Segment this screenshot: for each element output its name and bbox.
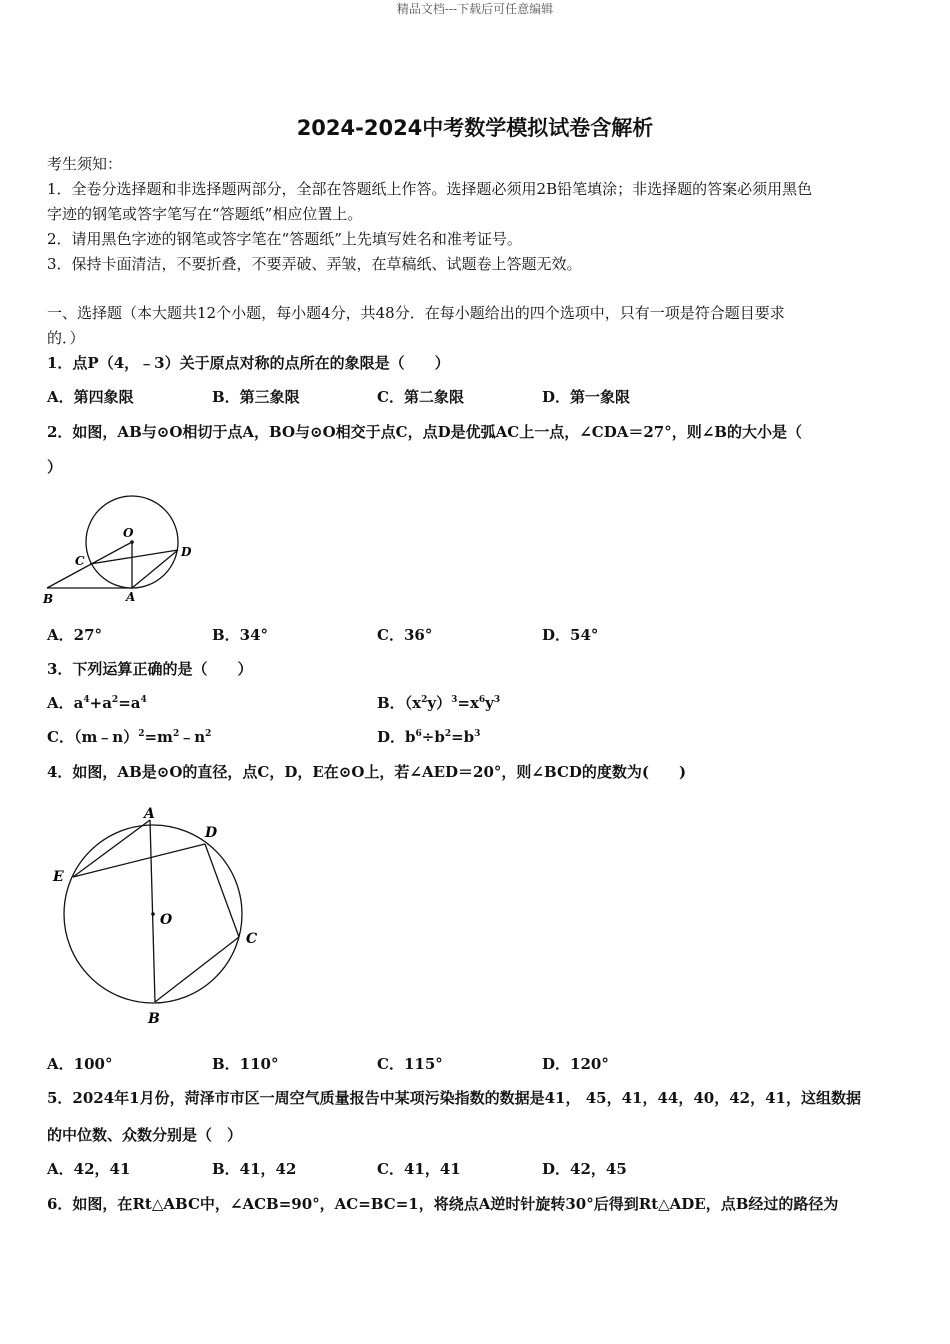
center-dot [130,540,134,544]
label-a: A [144,806,155,822]
label-d: D [205,825,218,841]
notice-item-2: 2．请用黑色字迹的钢笔或答字笔在“答题纸”上先填写姓名和准考证号。 [47,230,522,248]
section-heading-cont: 的．） [47,329,85,347]
question-1-stem: 1．点P（4，﹣3）关于原点对称的点所在的象限是（ ） [47,354,450,372]
page-title: 2024-2024中考数学模拟试卷含解析 [296,116,654,140]
q4-option-b: B．110° [212,1055,279,1073]
q3-option-a: A．$a^4+a^2=a^4$ [47,694,147,712]
q2-option-d: D．54° [542,626,599,644]
center-dot [151,912,155,916]
segment-cb [155,937,239,1002]
page-header: 精品文档---下载后可任意编辑 [396,2,554,16]
q5-option-c: C．41，41 [377,1160,461,1178]
q4-option-c: C．115° [377,1055,443,1073]
question-3-stem: 3．下列运算正确的是（ ） [47,660,253,678]
q5-option-a: A．42，41 [47,1160,131,1178]
label-a: A [126,590,136,604]
q2-figure [40,490,210,610]
segment-bo [47,542,132,588]
segment-ae [73,820,150,877]
notice-item-3: 3．保持卡面清洁，不要折叠，不要弄破、弄皱，在草稿纸、试题卷上答题无效。 [47,255,582,273]
notice-heading: 考生须知： [47,155,123,173]
q4-option-d: D．120° [542,1055,609,1073]
question-5-stem: 5．2024年1月份，菏泽市市区一周空气质量报告中某项污染指数的数据是41， 45，41，44，40，42，41，这组数据 [47,1089,861,1107]
section-heading: 一、选择题（本大题共12个小题，每小题4分，共48分．在每小题给出的四个选项中，只有一项是符合题目要求 [47,304,785,322]
q5-option-d: D．42，45 [542,1160,627,1178]
diameter-ab [150,820,155,1002]
q1-option-d: D．第一象限 [542,388,631,406]
q2-option-b: B．34° [212,626,269,644]
question-4-stem: 4．如图，AB是⊙O的直径，点C，D，E在⊙O上，若∠AED＝20°，则∠BCD的度数为( ) [47,763,687,781]
label-c: C [246,931,258,947]
q2-option-c: C．36° [377,626,433,644]
q1-option-a: A．第四象限 [47,388,134,406]
label-o: O [123,526,134,540]
label-c: C [75,554,85,568]
label-o: O [160,912,173,928]
notice-item-1-cont: 字迹的钢笔或答字笔写在“答题纸”相应位置上。 [47,205,363,223]
label-b: B [43,592,54,606]
question-2-stem-cont: ） [47,458,63,476]
label-b: B [148,1011,160,1027]
q3-option-d: D．$b^6\div b^2=b^3$ [377,728,481,746]
q4-option-a: A．100° [47,1055,113,1073]
question-5-stem-cont: 的中位数、众数分别是（ ） [47,1126,243,1144]
q3-option-b: B．$(x^2y)^3=x^6y^3$ [377,694,501,712]
q5-option-b: B．41，42 [212,1160,297,1178]
q1-option-c: C．第二象限 [377,388,464,406]
label-d: D [181,545,192,559]
notice-item-1: 1．全卷分选择题和非选择题两部分，全部在答题纸上作答。选择题必须用2B铅笔填涂；非选择题的答案必须用黑色 [47,180,813,198]
question-6-stem: 6．如图，在Rt△ABC中，∠ACB=90°，AC=BC=1，将绕点A逆时针旋转30°后得到Rt△ADE，点B经过的路径为 [47,1195,839,1213]
label-e: E [53,869,64,885]
q4-figure [45,800,275,1035]
q3-option-c: C．$(m﹣n)^2=m^2﹣n^2$ [47,728,212,746]
q1-option-b: B．第三象限 [212,388,300,406]
question-2-stem: 2．如图，AB与⊙O相切于点A，BO与⊙O相交于点C，点D是优弧AC上一点，∠CDA＝27°，则∠B的大小是（ [47,423,802,441]
q2-option-a: A．27° [47,626,103,644]
